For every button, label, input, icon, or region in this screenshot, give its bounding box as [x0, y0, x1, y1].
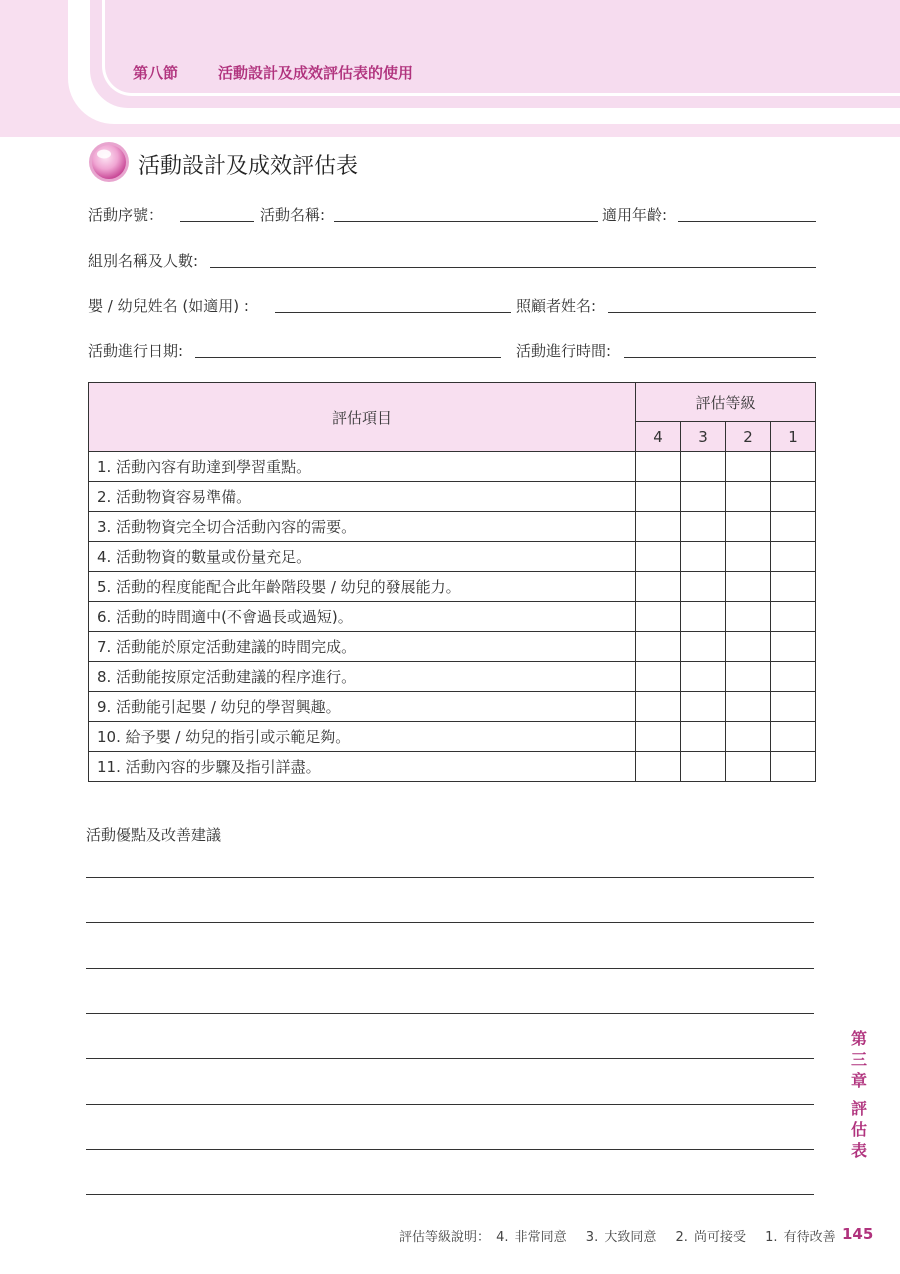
- section-title: 活動設計及成效評估表的使用: [218, 64, 414, 82]
- notes-line[interactable]: [86, 1058, 814, 1059]
- evaluation-item: 8. 活動能按原定活動建議的程序進行。: [89, 662, 636, 692]
- rating-box-4[interactable]: [636, 722, 681, 752]
- rating-box-4[interactable]: [636, 542, 681, 572]
- side-topic-label: 評 估 表: [850, 1099, 867, 1160]
- rating-box-2[interactable]: [726, 542, 771, 572]
- table-row: [89, 662, 816, 692]
- table-row: [89, 512, 816, 542]
- level-header-1: 1: [771, 422, 816, 452]
- rating-box-1[interactable]: [771, 452, 816, 482]
- table-row: [89, 452, 816, 482]
- rating-box-1[interactable]: [771, 482, 816, 512]
- rating-box-1[interactable]: [771, 662, 816, 692]
- rating-box-1[interactable]: [771, 692, 816, 722]
- caregiver-name-field[interactable]: [608, 312, 816, 313]
- activity-time-field[interactable]: [624, 357, 816, 358]
- level-header-2: 2: [726, 422, 771, 452]
- rating-box-3[interactable]: [681, 602, 726, 632]
- table-row: [89, 722, 816, 752]
- evaluation-item: 5. 活動的程度能配合此年齡階段嬰 / 幼兒的發展能力。: [89, 572, 636, 602]
- rating-box-2[interactable]: [726, 692, 771, 722]
- rating-box-4[interactable]: [636, 572, 681, 602]
- evaluation-item: 1. 活動內容有助達到學習重點。: [89, 452, 636, 482]
- rating-box-4[interactable]: [636, 662, 681, 692]
- rating-box-3[interactable]: [681, 752, 726, 782]
- child-name-label: 嬰 / 幼兒姓名 (如適用) :: [88, 297, 249, 315]
- evaluation-item: 3. 活動物資完全切合活動內容的需要。: [89, 512, 636, 542]
- notes-line[interactable]: [86, 1104, 814, 1105]
- grade-legend: 評估等級說明： 4. 非常同意 3. 大致同意 2. 尚可接受 1. 有待改善: [399, 1230, 836, 1245]
- evaluation-item: 6. 活動的時間適中(不會過長或過短)。: [89, 602, 636, 632]
- rating-box-3[interactable]: [681, 722, 726, 752]
- rating-box-2[interactable]: [726, 572, 771, 602]
- table-row: [89, 692, 816, 722]
- evaluation-item: 2. 活動物資容易準備。: [89, 482, 636, 512]
- activity-date-field[interactable]: [195, 357, 501, 358]
- rating-box-1[interactable]: [771, 512, 816, 542]
- notes-line[interactable]: [86, 1149, 814, 1150]
- table-row: [89, 632, 816, 662]
- rating-box-4[interactable]: [636, 602, 681, 632]
- activity-number-label: 活動序號：: [88, 206, 164, 224]
- rating-box-3[interactable]: [681, 662, 726, 692]
- child-name-field[interactable]: [275, 312, 511, 313]
- rating-box-4[interactable]: [636, 692, 681, 722]
- rating-box-2[interactable]: [726, 632, 771, 662]
- age-range-label: 適用年齡:: [602, 206, 668, 224]
- rating-box-4[interactable]: [636, 482, 681, 512]
- group-name-field[interactable]: [210, 267, 816, 268]
- evaluation-item: 9. 活動能引起嬰 / 幼兒的學習興趣。: [89, 692, 636, 722]
- age-range-field[interactable]: [678, 221, 816, 222]
- rating-box-2[interactable]: [726, 662, 771, 692]
- caregiver-name-label: 照顧者姓名:: [516, 297, 597, 315]
- evaluation-item: 10. 給予嬰 / 幼兒的指引或示範足夠。: [89, 722, 636, 752]
- page-number: 145: [842, 1225, 874, 1243]
- level-header-4: 4: [636, 422, 681, 452]
- rating-box-2[interactable]: [726, 512, 771, 542]
- evaluation-table: [88, 382, 816, 782]
- page-title: 活動設計及成效評估表: [138, 154, 359, 179]
- activity-date-label: 活動進行日期:: [88, 342, 184, 360]
- rating-box-1[interactable]: [771, 542, 816, 572]
- pink-bubble-icon: [88, 141, 130, 183]
- rating-box-3[interactable]: [681, 572, 726, 602]
- activity-name-field[interactable]: [334, 221, 598, 222]
- rating-box-1[interactable]: [771, 602, 816, 632]
- evaluation-item: 11. 活動內容的步驟及指引詳盡。: [89, 752, 636, 782]
- evaluation-item: 7. 活動能於原定活動建議的時間完成。: [89, 632, 636, 662]
- rating-box-4[interactable]: [636, 752, 681, 782]
- section-number: 第八節: [133, 64, 179, 82]
- grade-column-header: 評估等級: [636, 383, 816, 422]
- rating-box-2[interactable]: [726, 722, 771, 752]
- evaluation-item: 4. 活動物資的數量或份量充足。: [89, 542, 636, 572]
- notes-line[interactable]: [86, 877, 814, 878]
- notes-line[interactable]: [86, 922, 814, 923]
- notes-line[interactable]: [86, 968, 814, 969]
- table-row: [89, 482, 816, 512]
- group-name-label: 組別名稱及人數:: [88, 252, 199, 270]
- activity-number-field[interactable]: [180, 221, 254, 222]
- rating-box-3[interactable]: [681, 452, 726, 482]
- rating-box-2[interactable]: [726, 602, 771, 632]
- side-chapter-label: 第 三 章: [850, 1029, 867, 1090]
- rating-box-1[interactable]: [771, 722, 816, 752]
- rating-box-3[interactable]: [681, 512, 726, 542]
- table-row: [89, 752, 816, 782]
- rating-box-3[interactable]: [681, 542, 726, 572]
- notes-line[interactable]: [86, 1194, 814, 1195]
- rating-box-3[interactable]: [681, 632, 726, 662]
- activity-time-label: 活動進行時間:: [516, 342, 612, 360]
- item-column-header: 評估項目: [89, 383, 636, 452]
- table-row: [89, 602, 816, 632]
- rating-box-1[interactable]: [771, 572, 816, 602]
- rating-box-4[interactable]: [636, 632, 681, 662]
- rating-box-1[interactable]: [771, 632, 816, 662]
- table-row: [89, 572, 816, 602]
- activity-name-label: 活動名稱:: [260, 206, 326, 224]
- notes-label: 活動優點及改善建議: [86, 826, 222, 844]
- rating-box-2[interactable]: [726, 752, 771, 782]
- notes-line[interactable]: [86, 1013, 814, 1014]
- table-row: [89, 542, 816, 572]
- level-header-3: 3: [681, 422, 726, 452]
- rating-box-1[interactable]: [771, 752, 816, 782]
- rating-box-4[interactable]: [636, 512, 681, 542]
- rating-box-3[interactable]: [681, 692, 726, 722]
- rating-box-2[interactable]: [726, 482, 771, 512]
- rating-box-2[interactable]: [726, 452, 771, 482]
- rating-box-4[interactable]: [636, 452, 681, 482]
- rating-box-3[interactable]: [681, 482, 726, 512]
